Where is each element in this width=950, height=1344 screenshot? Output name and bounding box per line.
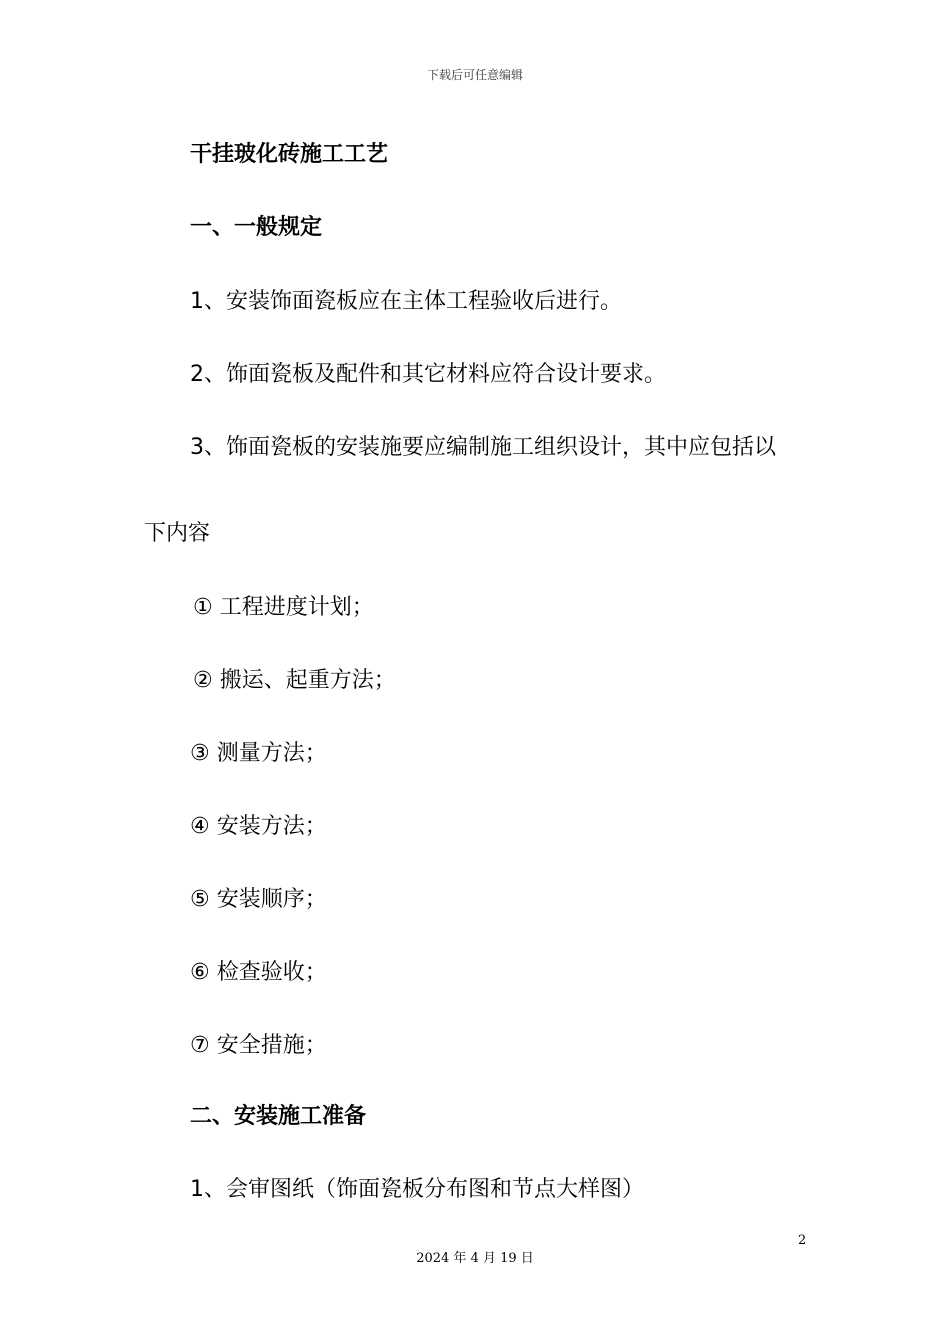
list-item: ⑥ 检查验收； (190, 960, 327, 985)
list-item: ④ 安装方法； (190, 814, 327, 839)
list-item: ⑦ 安全措施； (190, 1033, 327, 1058)
section-heading-installation-prep: 二、安装施工准备 (190, 1104, 367, 1129)
list-item: ⑤ 安装顺序； (190, 887, 327, 912)
list-item: ② 搬运、起重方法； (193, 668, 396, 693)
paragraph-item-3-line-1: 3、饰面瓷板的安装施要应编制施工组织设计，其中应包括以 (190, 435, 776, 460)
paragraph-item-1: 1、安装饰面瓷板应在主体工程验收后进行。 (190, 289, 622, 314)
page-number: 2 (798, 1233, 807, 1248)
footer-date: 2024 年 4 月 19 日 (416, 1251, 534, 1266)
list-item: ③ 测量方法； (190, 741, 327, 766)
page-header: 下载后可任意编辑 (426, 68, 523, 82)
paragraph-prep-item-1: 1、会审图纸（饰面瓷板分布图和节点大样图） (190, 1177, 644, 1202)
list-item: ① 工程进度计划； (193, 595, 374, 620)
paragraph-item-3-line-2: 下内容 (144, 521, 211, 546)
paragraph-item-2: 2、饰面瓷板及配件和其它材料应符合设计要求。 (190, 362, 666, 387)
section-heading-general-rules: 一、一般规定 (190, 215, 323, 240)
document-title: 干挂玻化砖施工工艺 (190, 142, 389, 167)
